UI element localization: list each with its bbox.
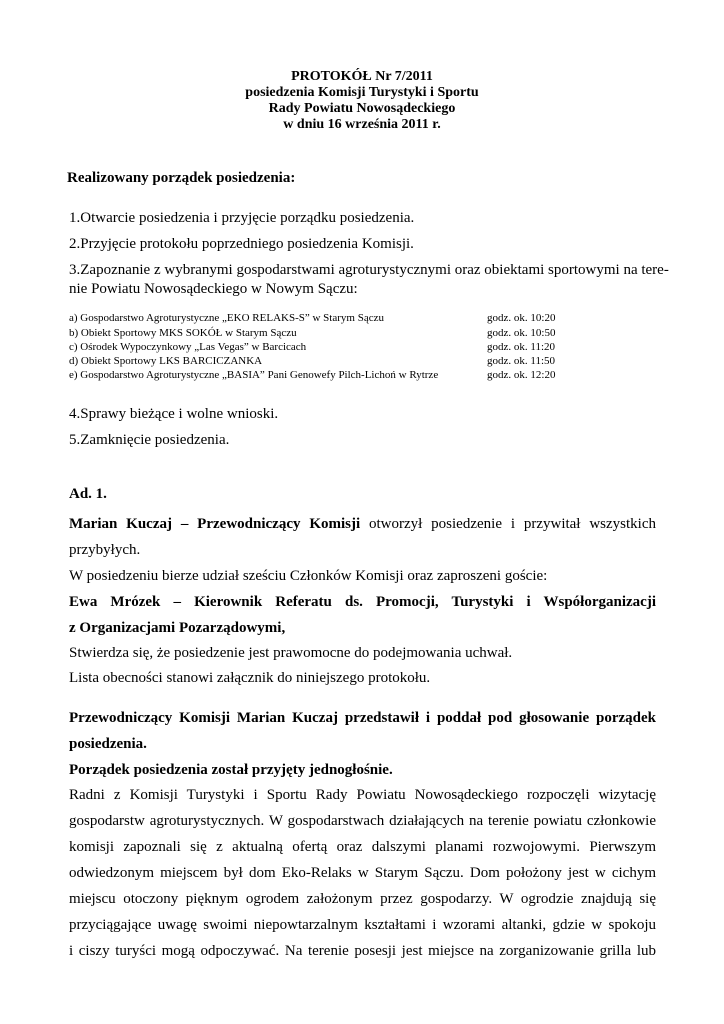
visit-item-a: a) Gospodarstwo Agroturystyczne „EKO RELAKS-S” w Starym Sączu [69, 312, 384, 324]
visit-time-c: godz. ok. 11:20 [487, 341, 556, 353]
agenda-item-3-line-2: nie Powiatu Nowosądeckiego w Nowym Sączu: [69, 281, 358, 297]
visit-item-b: b) Obiekt Sportowy MKS SOKÓŁ w Starym Sączu [69, 327, 297, 339]
protocol-subtitle: posiedzenia Komisji Turystyki i Sportu [245, 85, 479, 100]
visit-time-e: godz. ok. 12:20 [487, 369, 556, 381]
body-line-6: przyciągające uwagę swoimi niepowtarzalnym kształtami i wzorami altanki, gdzie w spokoju [69, 917, 656, 933]
paragraph-quorum: Stwierdza się, że posiedzenie jest prawomocne do podejmowania uchwał. [69, 645, 513, 661]
paragraph-attendance: W posiedzeniu bierze udział sześciu Członków Komisji oraz zaproszeni goście: [69, 568, 548, 584]
council-name: Rady Powiatu Nowosądeckiego [268, 101, 456, 116]
meeting-date: w dniu 16 września 2011 r. [283, 117, 441, 132]
visit-time-b: godz. ok. 10:50 [487, 327, 556, 339]
visit-time-d: godz. ok. 11:50 [487, 355, 556, 367]
opening-text: otworzył posiedzenie i przywitał wszystkich [360, 516, 656, 532]
chairman-name: Marian Kuczaj – Przewodniczący Komisji [69, 516, 361, 532]
visit-item-c: c) Ośrodek Wypoczynkowy „Las Vegas” w Barcicach [69, 341, 307, 353]
visit-time-a: godz. ok. 10:20 [487, 312, 556, 324]
paragraph-opening-line-2: przybyłych. [69, 542, 141, 558]
section-heading-ad-1: Ad. 1. [69, 486, 107, 502]
body-line-1: Radni z Komisji Turystyki i Sportu Rady Powiatu Nowosądeckiego rozpoczęli wizytację [69, 787, 656, 803]
agenda-item-2: 2.Przyjęcie protokołu poprzedniego posiedzenia Komisji. [69, 236, 414, 252]
paragraph-vote-line-1: Przewodniczący Komisji Marian Kuczaj przedstawił i poddał pod głosowanie porządek [69, 710, 656, 726]
agenda-item-4: 4.Sprawy bieżące i wolne wnioski. [69, 406, 279, 422]
body-line-3: komisji zapoznali się z aktualną ofertą oraz dalszymi planami rozwojowymi. Pierwszym [69, 839, 656, 855]
agenda-item-3-line-1: 3.Zapoznanie z wybranymi gospodarstwami agroturystycznymi oraz obiektami sportowymi na tere- [69, 262, 669, 278]
body-line-4: odwiedzonym miejscem był dom Eko-Relaks w Starym Sączu. Dom położony jest w cichym [69, 865, 656, 881]
agenda-heading: Realizowany porządek posiedzenia: [67, 170, 296, 186]
visit-item-e: e) Gospodarstwo Agroturystyczne „BASIA” Pani Genowefy Pilch-Lichoń w Rytrze [69, 369, 439, 381]
body-line-5: miejscu otoczony pięknym ogrodem założonym przez gospodarzy. W ogrodzie znajdują się [69, 891, 656, 907]
paragraph-opening-line-1 [69, 516, 656, 533]
agenda-item-5: 5.Zamknięcie posiedzenia. [69, 432, 230, 448]
paragraph-attendance-list: Lista obecności stanowi załącznik do niniejszego protokołu. [69, 670, 431, 686]
body-line-2: gospodarstw agroturystycznych. W gospodarstwach działających na terenie powiatu członkowie [69, 813, 656, 829]
body-line-7: i ciszy turyści mogą odpoczywać. Na terenie posesji jest miejsce na zorganizowanie grilla lub [69, 943, 656, 959]
agenda-item-1: 1.Otwarcie posiedzenia i przyjęcie porządku posiedzenia. [69, 210, 415, 226]
guest-line-2: z Organizacjami Pozarządowymi, [69, 620, 286, 636]
visit-item-d: d) Obiekt Sportowy LKS BARCICZANKA [69, 355, 263, 367]
protocol-number: PROTOKÓŁ Nr 7/2011 [291, 69, 433, 84]
paragraph-vote-line-2: posiedzenia. [69, 736, 147, 752]
guest-line-1: Ewa Mrózek – Kierownik Referatu ds. Promocji, Turystyki i Współorganizacji [69, 594, 656, 610]
paragraph-vote-result: Porządek posiedzenia został przyjęty jednogłośnie. [69, 762, 393, 778]
